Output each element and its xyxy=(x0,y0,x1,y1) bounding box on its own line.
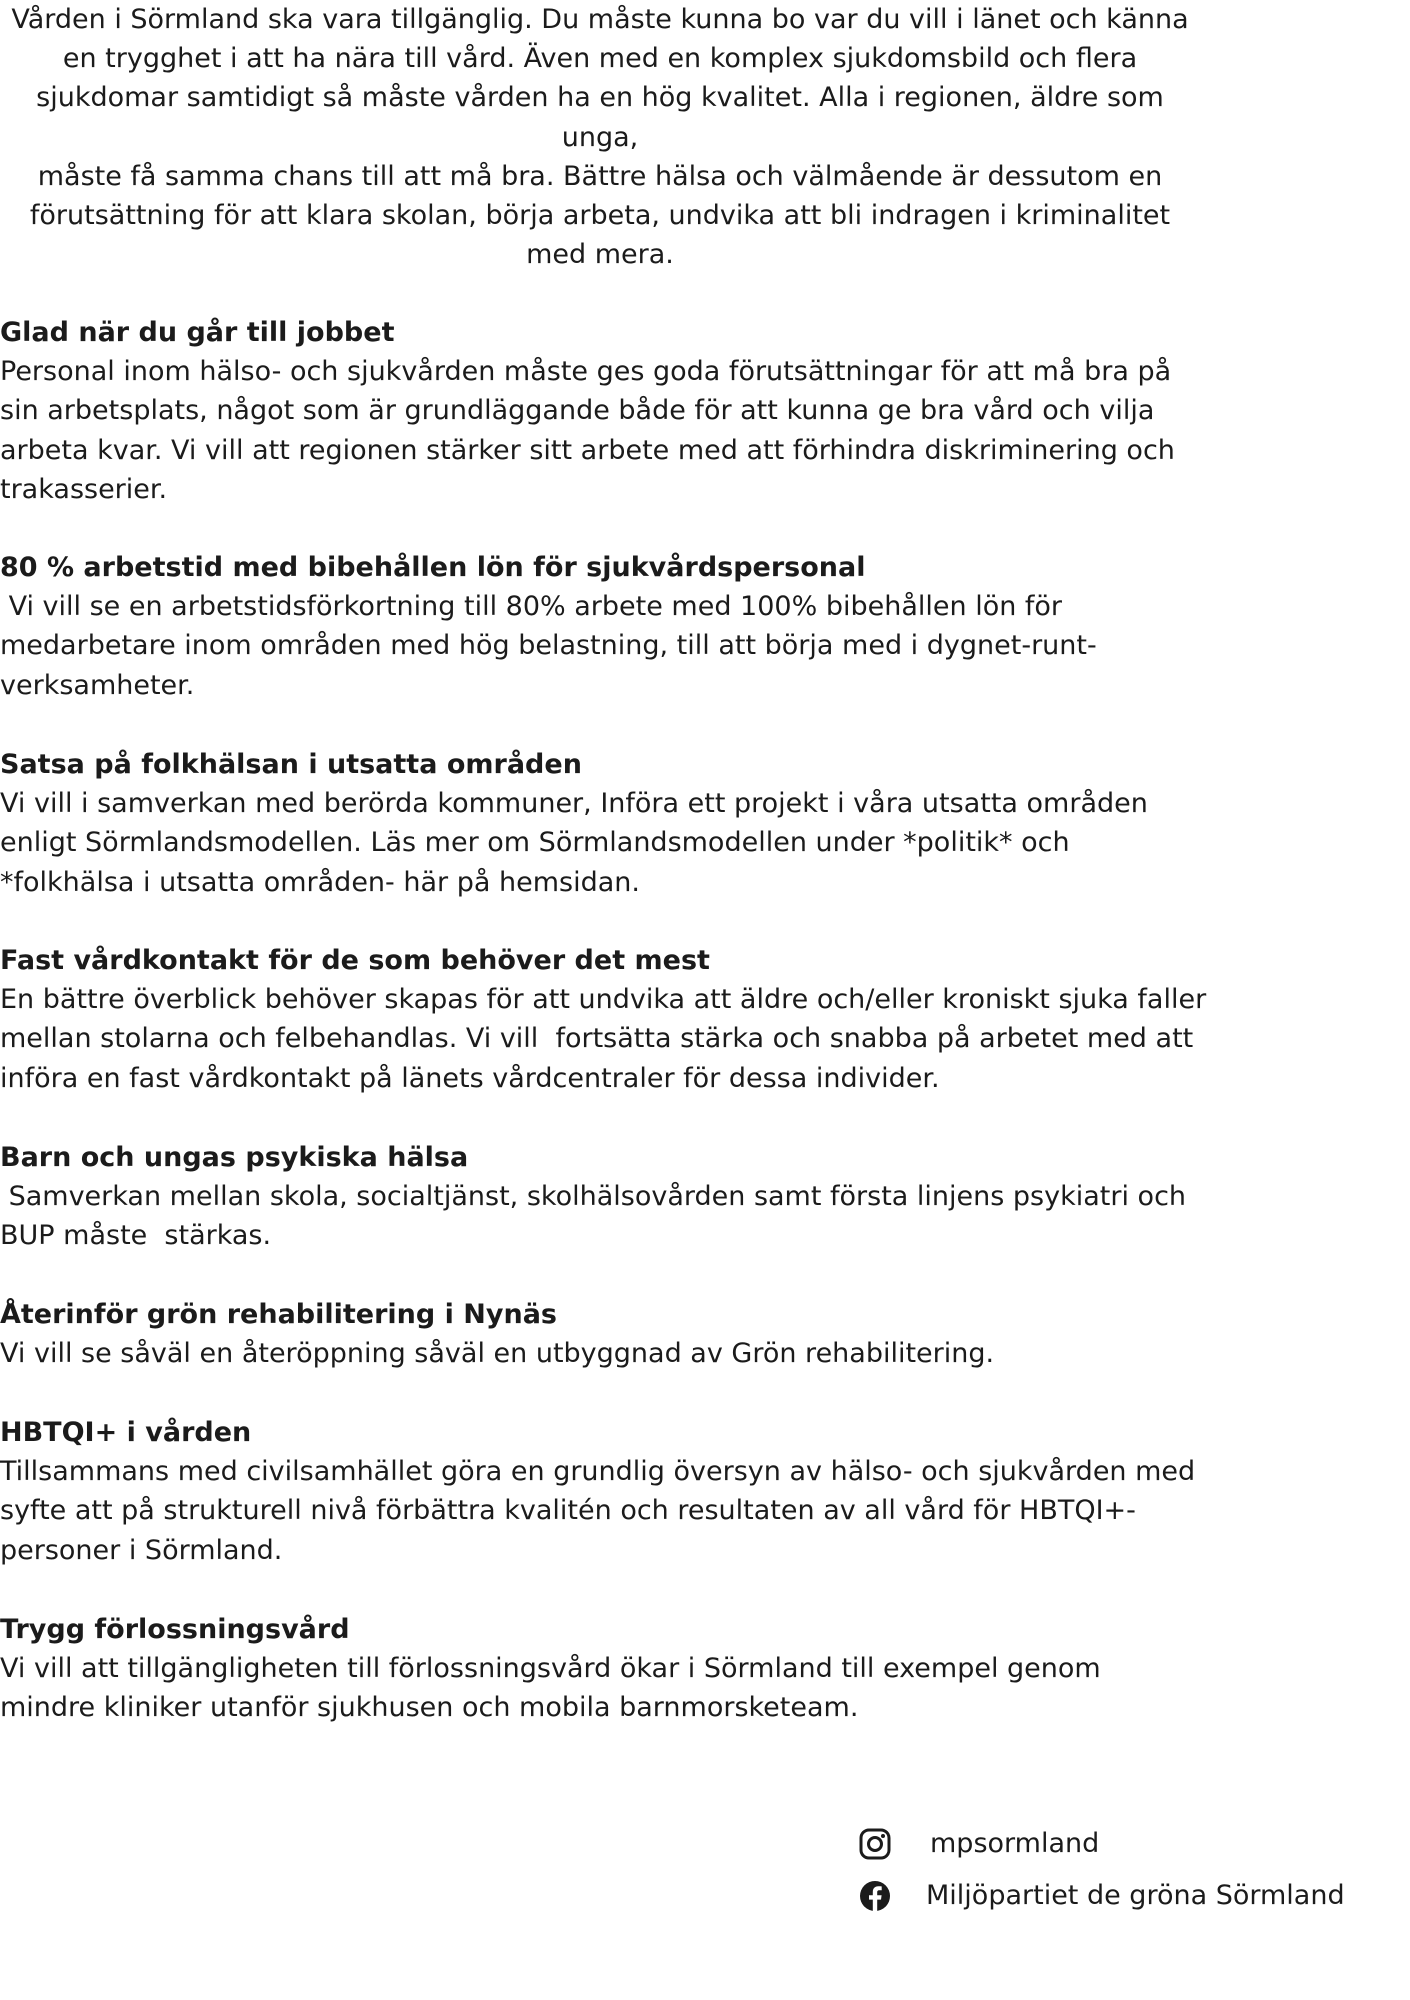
section-title: Glad när du går till jobbet xyxy=(0,317,395,348)
section-hbtqi xyxy=(0,1413,1215,1570)
section-body: Tillsammans med civilsamhället göra en grundlig översyn av hälso- och sjukvården med syfte att på strukturell nivå förbättra kvalitén och resultaten av all vård för HBTQI+- personer i Sörmland. xyxy=(0,1456,1196,1566)
section-glad-nar-du-gar-till-jobbet xyxy=(0,313,1215,509)
section-gron-rehabilitering xyxy=(0,1295,1215,1373)
section-body: Samverkan mellan skola, socialtjänst, skolhälsovården samt första linjens psykiatri och BUP måste stärkas. xyxy=(0,1181,1187,1252)
instagram-icon xyxy=(858,1827,892,1861)
section-title: Satsa på folkhälsan i utsatta områden xyxy=(0,749,582,780)
section-title: Fast vårdkontakt för de som behöver det mest xyxy=(0,945,710,976)
instagram-link[interactable] xyxy=(858,1824,1099,1864)
facebook-page-name: Miljöpartiet de gröna Sörmland xyxy=(926,1880,1345,1911)
section-title: Återinför grön rehabilitering i Nynäs xyxy=(0,1299,557,1330)
section-forlossningsvard xyxy=(0,1610,1215,1728)
section-body: Vi vill i samverkan med berörda kommuner, Införa ett projekt i våra utsatta områden enligt Sörmlandsmodellen. Läs mer om Sörmlandsmodellen under *politik* och *folkhälsa i utsatta områden- här på hemsidan. xyxy=(0,788,1148,898)
facebook-icon xyxy=(858,1879,892,1913)
section-psykisk-halsa xyxy=(0,1138,1215,1256)
section-title: 80 % arbetstid med bibehållen lön för sjukvårdspersonal xyxy=(0,552,866,583)
section-body: En bättre överblick behöver skapas för att undvika att äldre och/eller kroniskt sjuka faller mellan stolarna och felbehandlas. Vi vill fortsätta stärka och snabba på arbetet med att införa en fast vårdkontakt på länets vårdcentraler för dessa individer. xyxy=(0,984,1207,1094)
section-title: HBTQI+ i vården xyxy=(0,1417,252,1448)
section-title: Trygg förlossningsvård xyxy=(0,1614,350,1645)
section-body: Vi vill att tillgängligheten till förlossningsvård ökar i Sörmland till exempel genom mindre kliniker utanför sjukhusen och mobila barnmorsketeam. xyxy=(0,1653,1101,1724)
section-body: Vi vill se en arbetstidsförkortning till 80% arbete med 100% bibehållen lön för medarbetare inom områden med hög belastning, till att börja med i dygnet-runt- verksamheter. xyxy=(0,591,1097,701)
section-body: Vi vill se såväl en återöppning såväl en utbyggnad av Grön rehabilitering. xyxy=(0,1338,995,1370)
section-fast-vardkontakt xyxy=(0,941,1215,1098)
intro-paragraph: Vården i Sörmland ska vara tillgänglig. Du måste kunna bo var du vill i länet och känna en trygghet i att ha nära till vård. Även med en komplex sjukdomsbild och flera sjukdomar samtidigt så måste vården ha en hög kvalitet. Alla i regionen, äldre som unga, måste få samma chans till att må bra. Bättre hälsa och välmående är dessutom en förutsättning för att klara skolan, börja arbeta, undvika att bli indragen i kriminalitet med mera. xyxy=(11,4,1189,271)
section-arbetstid xyxy=(0,548,1215,705)
instagram-handle: mpsormland xyxy=(930,1828,1100,1859)
section-title: Barn och ungas psykiska hälsa xyxy=(0,1142,469,1173)
facebook-link[interactable] xyxy=(858,1876,1345,1916)
section-body: Personal inom hälso- och sjukvården måste ges goda förutsättningar för att må bra på sin arbetsplats, något som är grundläggande både för att kunna ge bra vård och vilja arbeta kvar. Vi vill att regionen stärker sitt arbete med att förhindra diskriminering och trakasserier. xyxy=(0,356,1175,505)
section-folkhalsa xyxy=(0,745,1215,902)
